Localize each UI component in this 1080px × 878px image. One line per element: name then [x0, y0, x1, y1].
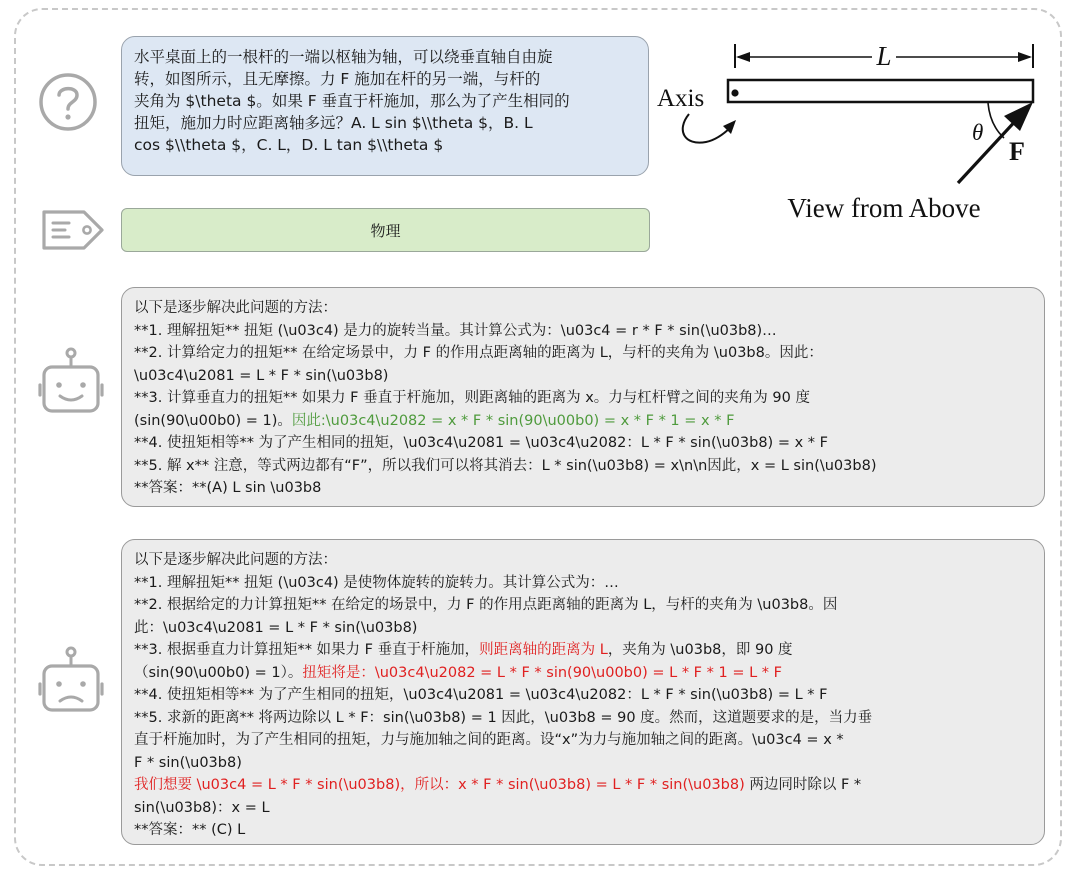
figure-caption: View from Above — [787, 193, 981, 223]
answer-line: **1. 理解扭矩** 扭矩 (\u03c4) 是力的旋转当量。其计算公式为：\u03c4 = r * F * sin(\u03b8)… — [134, 322, 777, 339]
question-line: 扭矩，施加力时应距离轴多远？A. L sin $\\theta $，B. L — [134, 114, 533, 132]
question-icon — [38, 72, 98, 132]
correct-answer-box — [121, 287, 1045, 507]
answer-line: **2. 根据给定的力计算扭矩** 在给定的场景中，力 F 的作用点距离轴的距离为 L，与杆的夹角为 \u03b8。因 — [134, 597, 838, 613]
answer-line: **3. 计算垂直力的扭矩** 如果力 F 垂直于杆施加，则距离轴的距离为 x。力与杠杆臂之间的夹角为 90 度 — [134, 390, 810, 406]
dimension-arrow-left — [736, 52, 750, 62]
length-label: L — [876, 41, 892, 71]
answer-line: **2. 计算给定力的扭矩** 在给定场景中，力 F 的作用点距离轴的距离为 L，与杆的夹角为 \u03b8。因此： — [134, 345, 823, 361]
angle-arc — [988, 103, 1004, 138]
answer-text: ，夹角为 \u03b8，即 90 度 — [607, 642, 793, 658]
answer-line: \u03c4\u2081 = L * F * sin(\u03b8) — [134, 367, 389, 384]
angle-label: θ — [972, 120, 984, 145]
subject-label: 物理 — [370, 221, 401, 240]
answer-line — [134, 639, 1032, 662]
question-line: 水平桌面上的一根杆的一端以枢轴为轴，可以绕垂直轴自由旋 — [134, 48, 553, 66]
tag-icon — [40, 206, 106, 254]
answer-line — [134, 410, 1032, 433]
answer-line: **答案：**(A) L sin \u03b8 — [134, 480, 322, 496]
answer-line: **5. 求新的距离** 将两边除以 L * F：sin(\u03b8) = 1 因此，\u03b8 = 90 度。然而，这道题要求的是，当力垂 — [134, 709, 873, 726]
answer-line: sin(\u03b8)：x = L — [134, 799, 270, 816]
answer-line: **4. 使扭矩相等** 为了产生相同的扭矩，\u03c4\u2081 = \u03c4\u2082：L * F * sin(\u03b8) = L * F — [134, 687, 828, 703]
answer-line: 以下是逐步解决此问题的方法： — [134, 300, 337, 316]
question-line: 转，如图所示，且无摩擦。力 F 施加在杆的另一端，与杆的 — [134, 70, 541, 88]
answer-text: （sin(90\u00b0) = 1）。 — [134, 664, 303, 681]
answer-line — [134, 662, 1032, 685]
axis-label: Axis — [657, 85, 705, 112]
answer-line: **5. 解 x** 注意，等式两边都有“F”，所以我们可以将其消去：L * sin(\u03b8) = x\n\n因此，x = L sin(\u03b8) — [134, 457, 877, 474]
question-line: cos $\\theta $，C. L，D. L tan $\\theta $ — [134, 136, 444, 154]
answer-line: F * sin(\u03b8) — [134, 754, 242, 771]
sad-robot-icon — [38, 644, 104, 716]
dimension-arrow-right — [1018, 52, 1032, 62]
rod — [728, 80, 1033, 102]
question-box — [121, 36, 649, 176]
rotation-arrow — [683, 114, 732, 143]
answer-line: **答案：** (C) L — [134, 822, 246, 838]
answer-text: **3. 根据垂直力计算扭矩** 如果力 F 垂直于杆施加， — [134, 642, 480, 658]
force-label: F — [1009, 137, 1025, 166]
highlight-error-text: 则距离轴的距离为 L — [479, 642, 608, 658]
answer-line — [134, 774, 1032, 797]
answer-line: 此：\u03c4\u2081 = L * F * sin(\u03b8) — [134, 619, 418, 636]
physics-diagram — [652, 30, 1052, 230]
pivot-dot — [731, 89, 738, 96]
question-line: 夹角为 $\theta $。如果 F 垂直于杆施加，那么为了产生相同的 — [134, 92, 570, 110]
answer-text: (sin(90\u00b0) = 1)。 — [134, 412, 292, 429]
answer-line: 直于杆施加时，为了产生相同的扭矩，力与施加轴之间的距离。设“x”为力与施加轴之间的距离。\u03c4 = x * — [134, 732, 844, 748]
subject-tag — [121, 208, 650, 252]
answer-line: 以下是逐步解决此问题的方法： — [134, 552, 337, 568]
answer-text: 两边同时除以 F * — [744, 777, 862, 793]
highlight-error-text: 我们想要 \u03c4 = L * F * sin(\u03b8)，所以：x * F * sin(\u03b8) = L * F * sin(\u03b8) — [134, 777, 745, 793]
highlight-correct-text: 因此:\u03c4\u2082 = x * F * sin(90\u00b0) = x * F * 1 = x * F — [291, 412, 735, 429]
highlight-error-text: 扭矩将是：\u03c4\u2082 = L * F * sin(90\u00b0) = L * F * 1 = L * F — [302, 664, 782, 681]
answer-line: **1. 理解扭矩** 扭矩 (\u03c4) 是使物体旋转的旋转力。其计算公式为：… — [134, 574, 619, 591]
incorrect-answer-box — [121, 539, 1045, 845]
happy-robot-icon — [38, 345, 104, 417]
answer-line: **4. 使扭矩相等** 为了产生相同的扭矩，\u03c4\u2081 = \u03c4\u2082：L * F * sin(\u03b8) = x * F — [134, 435, 828, 451]
